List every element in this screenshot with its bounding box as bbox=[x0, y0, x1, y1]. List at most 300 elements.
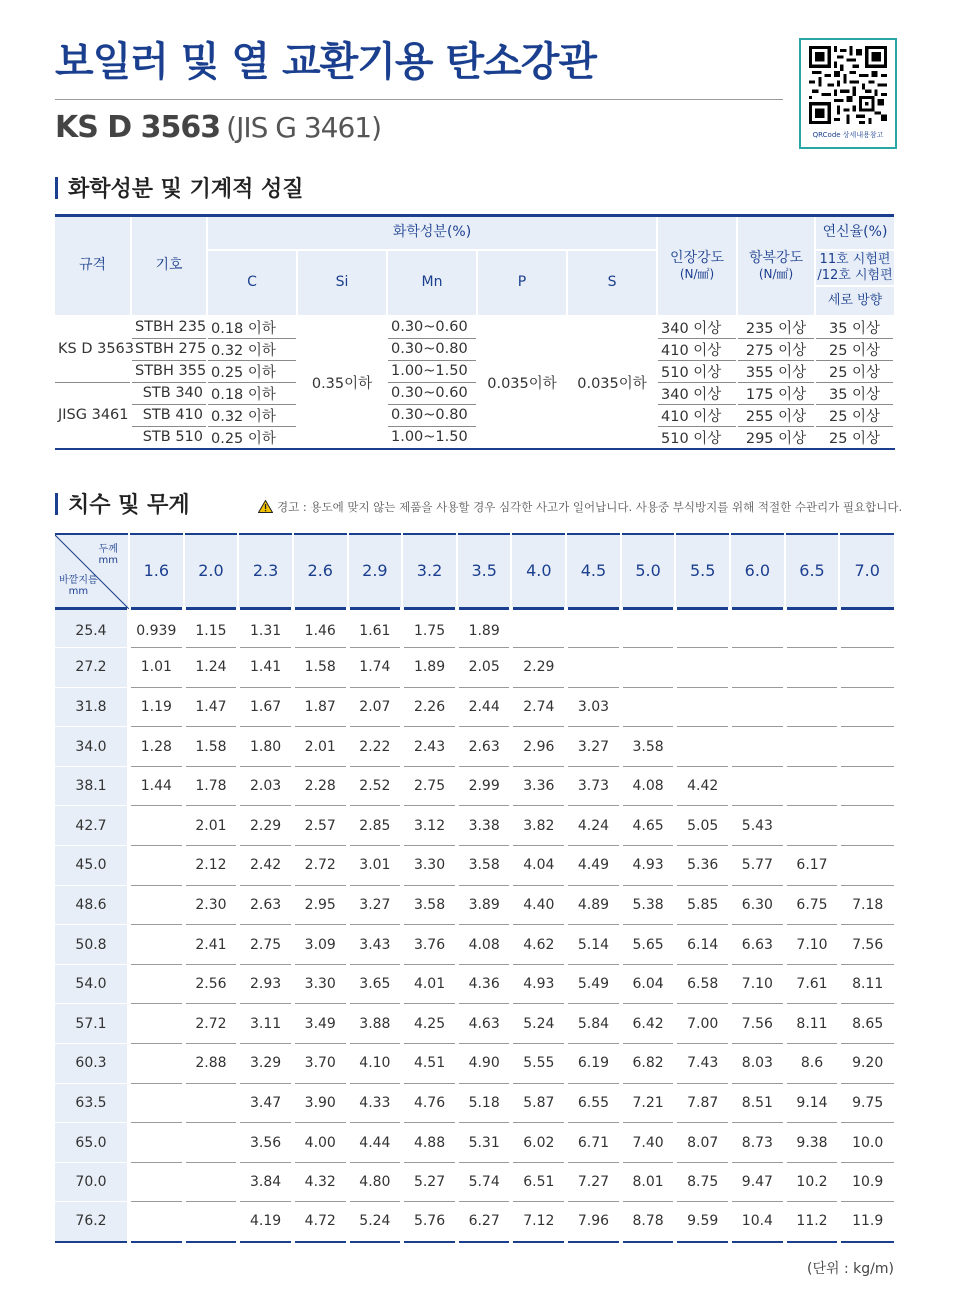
header-elongation: 연신율(%) bbox=[815, 216, 894, 250]
weight-cell: 10.2 bbox=[785, 1162, 840, 1202]
weight-cell bbox=[785, 648, 840, 688]
weight-cell: 2.52 bbox=[348, 766, 403, 806]
thickness-header: 4.0 bbox=[511, 534, 566, 608]
weight-cell: 3.88 bbox=[348, 1004, 403, 1044]
row-yield: 355 이상 bbox=[737, 360, 815, 382]
weight-cell: 4.08 bbox=[621, 766, 676, 806]
outer-diameter-cell: 76.2 bbox=[55, 1202, 129, 1242]
weight-cell bbox=[184, 1162, 239, 1202]
weight-cell: 11.9 bbox=[839, 1202, 894, 1242]
weight-cell: 5.74 bbox=[457, 1162, 512, 1202]
corner-header bbox=[55, 534, 129, 608]
weight-cell: 8.11 bbox=[785, 1004, 840, 1044]
weight-cell: 7.12 bbox=[511, 1202, 566, 1242]
weight-cell: 1.41 bbox=[238, 648, 293, 688]
header-specimen-1: 11호 시험편 bbox=[819, 251, 891, 267]
weight-cell bbox=[129, 1202, 184, 1242]
spec-ks: KS D 3563 bbox=[55, 316, 131, 383]
weight-cell: 3.49 bbox=[293, 1004, 348, 1044]
weight-cell: 9.59 bbox=[675, 1202, 730, 1242]
weight-cell: 3.30 bbox=[402, 846, 457, 886]
table-row bbox=[55, 925, 894, 965]
row-symbol: STBH 355 bbox=[131, 360, 207, 382]
weight-cell: 3.56 bbox=[238, 1123, 293, 1163]
weight-cell: 6.27 bbox=[457, 1202, 512, 1242]
weight-cell: 2.07 bbox=[348, 687, 403, 727]
warning-notice bbox=[258, 499, 903, 515]
table-row bbox=[55, 885, 894, 925]
weight-cell bbox=[129, 806, 184, 846]
table-row bbox=[55, 766, 894, 806]
section-bar bbox=[55, 493, 58, 515]
warning-icon bbox=[258, 500, 273, 513]
weight-cell: 8.75 bbox=[675, 1162, 730, 1202]
weight-cell: 3.11 bbox=[238, 1004, 293, 1044]
header-tensile-label: 인장강도 bbox=[669, 250, 725, 267]
row-c: 0.18 이하 bbox=[207, 316, 297, 339]
table-row bbox=[55, 608, 894, 648]
weight-cell: 7.87 bbox=[675, 1083, 730, 1123]
qr-code-box[interactable] bbox=[799, 38, 897, 149]
weight-cell: 8.78 bbox=[621, 1202, 676, 1242]
weight-cell bbox=[730, 608, 785, 648]
row-elong: 25 이상 bbox=[815, 360, 894, 382]
corner-thickness-label: 두께 bbox=[98, 544, 118, 555]
weight-cell bbox=[675, 727, 730, 767]
dimension-weight-table bbox=[55, 533, 894, 1243]
thickness-header: 2.3 bbox=[238, 534, 293, 608]
weight-cell bbox=[839, 727, 894, 767]
weight-cell bbox=[675, 687, 730, 727]
weight-cell: 2.85 bbox=[348, 806, 403, 846]
weight-cell: 5.05 bbox=[675, 806, 730, 846]
thickness-header: 6.0 bbox=[730, 534, 785, 608]
weight-cell: 7.10 bbox=[730, 964, 785, 1004]
weight-cell: 5.18 bbox=[457, 1083, 512, 1123]
outer-diameter-cell: 25.4 bbox=[55, 608, 129, 648]
weight-cell: 8.51 bbox=[730, 1083, 785, 1123]
row-symbol: STB 510 bbox=[131, 426, 207, 449]
row-mn: 1.00~1.50 bbox=[387, 360, 477, 382]
weight-cell: 1.47 bbox=[184, 687, 239, 727]
weight-cell: 5.27 bbox=[402, 1162, 457, 1202]
weight-cell: 5.65 bbox=[621, 925, 676, 965]
weight-cell: 1.28 bbox=[129, 727, 184, 767]
row-symbol: STBH 235 bbox=[131, 316, 207, 339]
header-s: S bbox=[567, 250, 657, 316]
weight-cell: 2.03 bbox=[238, 766, 293, 806]
header-symbol: 기호 bbox=[131, 216, 207, 316]
weight-cell: 4.76 bbox=[402, 1083, 457, 1123]
weight-cell: 5.36 bbox=[675, 846, 730, 886]
row-tensile: 410 이상 bbox=[657, 404, 737, 426]
weight-cell: 7.18 bbox=[839, 885, 894, 925]
weight-cell: 2.05 bbox=[457, 648, 512, 688]
weight-cell: 5.77 bbox=[730, 846, 785, 886]
corner-od-unit: mm bbox=[68, 585, 89, 597]
thickness-header: 7.0 bbox=[839, 534, 894, 608]
weight-cell: 5.24 bbox=[348, 1202, 403, 1242]
weight-cell: 7.40 bbox=[621, 1123, 676, 1163]
row-yield: 175 이상 bbox=[737, 382, 815, 404]
row-mn: 0.30~0.80 bbox=[387, 338, 477, 360]
weight-cell: 4.40 bbox=[511, 885, 566, 925]
weight-cell: 2.22 bbox=[348, 727, 403, 767]
weight-cell: 2.29 bbox=[238, 806, 293, 846]
weight-cell: 2.72 bbox=[293, 846, 348, 886]
row-c: 0.32 이하 bbox=[207, 338, 297, 360]
row-yield: 275 이상 bbox=[737, 338, 815, 360]
weight-cell: 1.89 bbox=[402, 648, 457, 688]
weight-cell bbox=[730, 648, 785, 688]
warning-text: 경고 : 용도에 맞지 않는 제품을 사용할 경우 심각한 사고가 일어납니다. 사용중 부식방지를 위해 적절한 수관리가 필요합니다. bbox=[277, 500, 903, 514]
weight-cell: 2.57 bbox=[293, 806, 348, 846]
weight-cell: 4.80 bbox=[348, 1162, 403, 1202]
weight-cell: 2.99 bbox=[457, 766, 512, 806]
table-row bbox=[55, 846, 894, 886]
thickness-header: 2.6 bbox=[293, 534, 348, 608]
weight-cell: 6.58 bbox=[675, 964, 730, 1004]
row-c: 0.18 이하 bbox=[207, 382, 297, 404]
weight-cell bbox=[566, 648, 621, 688]
outer-diameter-cell: 57.1 bbox=[55, 1004, 129, 1044]
weight-cell: 7.61 bbox=[785, 964, 840, 1004]
weight-cell: 4.01 bbox=[402, 964, 457, 1004]
weight-cell: 5.43 bbox=[730, 806, 785, 846]
weight-cell: 2.95 bbox=[293, 885, 348, 925]
weight-cell bbox=[621, 687, 676, 727]
outer-diameter-cell: 38.1 bbox=[55, 766, 129, 806]
weight-cell bbox=[184, 1202, 239, 1242]
weight-cell bbox=[839, 648, 894, 688]
thickness-header: 6.5 bbox=[785, 534, 840, 608]
row-c: 0.25 이하 bbox=[207, 426, 297, 449]
weight-cell: 3.30 bbox=[293, 964, 348, 1004]
weight-cell bbox=[511, 608, 566, 648]
weight-cell: 1.58 bbox=[184, 727, 239, 767]
weight-cell bbox=[730, 766, 785, 806]
weight-cell: 9.38 bbox=[785, 1123, 840, 1163]
weight-cell bbox=[675, 648, 730, 688]
thickness-header: 2.0 bbox=[184, 534, 239, 608]
corner-od bbox=[59, 575, 98, 597]
weight-cell: 7.56 bbox=[839, 925, 894, 965]
row-symbol: STB 340 bbox=[131, 382, 207, 404]
qr-label: QRCode 상세내용참고 bbox=[812, 131, 884, 139]
weight-cell: 9.75 bbox=[839, 1083, 894, 1123]
weight-cell: 1.46 bbox=[293, 608, 348, 648]
thickness-header: 4.5 bbox=[566, 534, 621, 608]
weight-cell bbox=[129, 1162, 184, 1202]
outer-diameter-cell: 65.0 bbox=[55, 1123, 129, 1163]
weight-cell: 3.89 bbox=[457, 885, 512, 925]
header-c: C bbox=[207, 250, 297, 316]
weight-cell bbox=[129, 846, 184, 886]
weight-cell bbox=[839, 766, 894, 806]
weight-cell: 8.65 bbox=[839, 1004, 894, 1044]
row-c: 0.25 이하 bbox=[207, 360, 297, 382]
row-yield: 235 이상 bbox=[737, 316, 815, 339]
table-row bbox=[55, 1202, 894, 1242]
weight-cell: 1.44 bbox=[129, 766, 184, 806]
weight-cell bbox=[839, 846, 894, 886]
weight-cell: 9.20 bbox=[839, 1044, 894, 1084]
weight-cell: 1.31 bbox=[238, 608, 293, 648]
weight-cell: 3.38 bbox=[457, 806, 512, 846]
weight-cell: 1.74 bbox=[348, 648, 403, 688]
outer-diameter-cell: 63.5 bbox=[55, 1083, 129, 1123]
weight-cell: 3.01 bbox=[348, 846, 403, 886]
weight-cell: 2.96 bbox=[511, 727, 566, 767]
row-symbol: STBH 275 bbox=[131, 338, 207, 360]
row-tensile: 510 이상 bbox=[657, 426, 737, 449]
outer-diameter-cell: 27.2 bbox=[55, 648, 129, 688]
weight-cell: 6.02 bbox=[511, 1123, 566, 1163]
row-mn: 1.00~1.50 bbox=[387, 426, 477, 449]
weight-cell: 7.21 bbox=[621, 1083, 676, 1123]
standard-main: KS D 3563 bbox=[55, 110, 221, 145]
weight-cell bbox=[129, 1123, 184, 1163]
weight-cell: 2.88 bbox=[184, 1044, 239, 1084]
table-row bbox=[55, 964, 894, 1004]
weight-cell: 3.27 bbox=[566, 727, 621, 767]
weight-cell: 4.00 bbox=[293, 1123, 348, 1163]
table-row bbox=[55, 648, 894, 688]
outer-diameter-cell: 60.3 bbox=[55, 1044, 129, 1084]
section-bar bbox=[55, 177, 58, 199]
weight-cell bbox=[184, 1083, 239, 1123]
weight-cell bbox=[129, 925, 184, 965]
weight-cell: 6.17 bbox=[785, 846, 840, 886]
weight-cell: 6.42 bbox=[621, 1004, 676, 1044]
weight-cell: 7.43 bbox=[675, 1044, 730, 1084]
weight-cell: 7.96 bbox=[566, 1202, 621, 1242]
weight-cell: 1.78 bbox=[184, 766, 239, 806]
table-row bbox=[55, 806, 894, 846]
thickness-header: 5.5 bbox=[675, 534, 730, 608]
weight-cell: 10.9 bbox=[839, 1162, 894, 1202]
row-tensile: 510 이상 bbox=[657, 360, 737, 382]
thickness-header: 2.9 bbox=[348, 534, 403, 608]
weight-cell: 11.2 bbox=[785, 1202, 840, 1242]
weight-cell: 10.0 bbox=[839, 1123, 894, 1163]
header-yield-label: 항복강도 bbox=[748, 250, 804, 267]
weight-cell: 3.29 bbox=[238, 1044, 293, 1084]
weight-cell: 1.67 bbox=[238, 687, 293, 727]
weight-cell: 1.01 bbox=[129, 648, 184, 688]
s-value: 0.035이하 bbox=[567, 316, 657, 449]
weight-cell: 7.10 bbox=[785, 925, 840, 965]
weight-cell: 2.44 bbox=[457, 687, 512, 727]
header-yield-unit: (N/㎟) bbox=[758, 266, 794, 281]
si-value: 0.35이하 bbox=[297, 316, 387, 449]
weight-cell: 6.63 bbox=[730, 925, 785, 965]
weight-cell bbox=[785, 687, 840, 727]
weight-cell: 4.08 bbox=[457, 925, 512, 965]
weight-cell: 1.58 bbox=[293, 648, 348, 688]
weight-cell: 10.4 bbox=[730, 1202, 785, 1242]
weight-cell: 6.19 bbox=[566, 1044, 621, 1084]
row-mn: 0.30~0.60 bbox=[387, 316, 477, 339]
weight-cell: 3.36 bbox=[511, 766, 566, 806]
weight-cell bbox=[785, 766, 840, 806]
section-chemical-title bbox=[55, 172, 304, 203]
p-value: 0.035이하 bbox=[477, 316, 567, 449]
weight-cell: 5.31 bbox=[457, 1123, 512, 1163]
weight-cell: 6.75 bbox=[785, 885, 840, 925]
header-specimen bbox=[815, 250, 894, 286]
weight-cell: 4.44 bbox=[348, 1123, 403, 1163]
weight-cell: 3.65 bbox=[348, 964, 403, 1004]
qr-code-icon bbox=[809, 46, 887, 124]
weight-cell: 6.30 bbox=[730, 885, 785, 925]
weight-cell: 3.82 bbox=[511, 806, 566, 846]
weight-cell bbox=[730, 727, 785, 767]
weight-cell bbox=[129, 885, 184, 925]
weight-cell: 3.73 bbox=[566, 766, 621, 806]
table-row bbox=[55, 1123, 894, 1163]
weight-cell: 2.26 bbox=[402, 687, 457, 727]
weight-cell bbox=[621, 608, 676, 648]
weight-cell bbox=[129, 1044, 184, 1084]
row-elong: 25 이상 bbox=[815, 338, 894, 360]
unit-note: (단위 : kg/m) bbox=[807, 1261, 894, 1277]
weight-cell: 5.49 bbox=[566, 964, 621, 1004]
header-spec: 규격 bbox=[55, 216, 131, 316]
weight-cell: 3.58 bbox=[621, 727, 676, 767]
weight-cell: 3.90 bbox=[293, 1083, 348, 1123]
weight-cell: 4.49 bbox=[566, 846, 621, 886]
weight-cell: 1.19 bbox=[129, 687, 184, 727]
outer-diameter-cell: 48.6 bbox=[55, 885, 129, 925]
weight-cell: 2.43 bbox=[402, 727, 457, 767]
thickness-header: 3.5 bbox=[457, 534, 512, 608]
row-tensile: 410 이상 bbox=[657, 338, 737, 360]
outer-diameter-cell: 50.8 bbox=[55, 925, 129, 965]
header-mn: Mn bbox=[387, 250, 477, 316]
header-si: Si bbox=[297, 250, 387, 316]
header-tensile bbox=[657, 216, 737, 316]
row-mn: 0.30~0.60 bbox=[387, 382, 477, 404]
page-title: 보일러 및 열 교환기용 탄소강관 bbox=[55, 39, 597, 85]
table-row bbox=[55, 1162, 894, 1202]
section-dimension-title-text: 치수 및 무게 bbox=[68, 493, 190, 518]
weight-cell: 4.62 bbox=[511, 925, 566, 965]
weight-cell: 2.01 bbox=[293, 727, 348, 767]
weight-cell: 9.47 bbox=[730, 1162, 785, 1202]
header-chemical: 화학성분(%) bbox=[207, 216, 657, 250]
row-tensile: 340 이상 bbox=[657, 316, 737, 339]
spec-jis: JISG 3461 bbox=[55, 382, 131, 449]
weight-cell: 4.90 bbox=[457, 1044, 512, 1084]
weight-cell: 4.25 bbox=[402, 1004, 457, 1044]
weight-cell: 4.19 bbox=[238, 1202, 293, 1242]
table-row bbox=[55, 1004, 894, 1044]
weight-cell: 5.84 bbox=[566, 1004, 621, 1044]
weight-cell bbox=[839, 608, 894, 648]
weight-cell: 2.63 bbox=[457, 727, 512, 767]
weight-cell: 3.09 bbox=[293, 925, 348, 965]
corner-od-label: 바깥지름 bbox=[59, 574, 98, 586]
header-specimen-2: /12호 시험편 bbox=[817, 267, 893, 283]
header-yield bbox=[737, 216, 815, 316]
weight-cell: 6.14 bbox=[675, 925, 730, 965]
weight-cell: 1.89 bbox=[457, 608, 512, 648]
weight-cell: 2.28 bbox=[293, 766, 348, 806]
thickness-header: 5.0 bbox=[621, 534, 676, 608]
title-divider bbox=[55, 99, 783, 100]
section-dimension-title bbox=[55, 488, 190, 519]
outer-diameter-cell: 70.0 bbox=[55, 1162, 129, 1202]
row-tensile: 340 이상 bbox=[657, 382, 737, 404]
weight-cell bbox=[785, 727, 840, 767]
outer-diameter-cell: 45.0 bbox=[55, 846, 129, 886]
weight-cell: 5.24 bbox=[511, 1004, 566, 1044]
weight-cell: 3.03 bbox=[566, 687, 621, 727]
weight-cell: 3.58 bbox=[457, 846, 512, 886]
weight-cell: 8.07 bbox=[675, 1123, 730, 1163]
outer-diameter-cell: 31.8 bbox=[55, 687, 129, 727]
weight-cell bbox=[184, 1123, 239, 1163]
weight-cell: 7.00 bbox=[675, 1004, 730, 1044]
weight-cell: 5.55 bbox=[511, 1044, 566, 1084]
row-yield: 255 이상 bbox=[737, 404, 815, 426]
weight-cell: 4.93 bbox=[621, 846, 676, 886]
weight-cell: 6.04 bbox=[621, 964, 676, 1004]
outer-diameter-cell: 42.7 bbox=[55, 806, 129, 846]
weight-cell: 1.87 bbox=[293, 687, 348, 727]
weight-cell: 4.93 bbox=[511, 964, 566, 1004]
weight-cell: 4.33 bbox=[348, 1083, 403, 1123]
weight-cell bbox=[839, 806, 894, 846]
weight-cell: 4.72 bbox=[293, 1202, 348, 1242]
weight-cell bbox=[129, 1004, 184, 1044]
weight-cell: 4.89 bbox=[566, 885, 621, 925]
row-c: 0.32 이하 bbox=[207, 404, 297, 426]
weight-cell: 2.29 bbox=[511, 648, 566, 688]
weight-cell: 4.88 bbox=[402, 1123, 457, 1163]
section-chemical-title-text: 화학성분 및 기계적 성질 bbox=[68, 177, 304, 202]
weight-cell bbox=[129, 964, 184, 1004]
corner-thickness-unit: mm bbox=[98, 555, 118, 566]
weight-cell: 3.27 bbox=[348, 885, 403, 925]
weight-cell: 4.32 bbox=[293, 1162, 348, 1202]
weight-cell: 7.56 bbox=[730, 1004, 785, 1044]
weight-cell: 3.43 bbox=[348, 925, 403, 965]
corner-thickness bbox=[99, 544, 118, 566]
weight-cell: 5.38 bbox=[621, 885, 676, 925]
weight-cell: 2.42 bbox=[238, 846, 293, 886]
weight-cell: 6.51 bbox=[511, 1162, 566, 1202]
weight-cell bbox=[785, 608, 840, 648]
table-row bbox=[55, 1083, 894, 1123]
weight-cell bbox=[621, 648, 676, 688]
weight-cell bbox=[129, 1083, 184, 1123]
weight-cell: 2.74 bbox=[511, 687, 566, 727]
weight-cell: 2.41 bbox=[184, 925, 239, 965]
weight-cell: 3.76 bbox=[402, 925, 457, 965]
weight-cell: 5.87 bbox=[511, 1083, 566, 1123]
weight-cell: 2.01 bbox=[184, 806, 239, 846]
header-direction: 세로 방향 bbox=[815, 286, 894, 316]
row-elong: 35 이상 bbox=[815, 382, 894, 404]
header-tensile-unit: (N/㎟) bbox=[679, 266, 715, 281]
weight-cell: 2.75 bbox=[238, 925, 293, 965]
standard-sub: (JIS G 3461) bbox=[226, 111, 382, 144]
weight-cell: 2.72 bbox=[184, 1004, 239, 1044]
weight-cell: 5.76 bbox=[402, 1202, 457, 1242]
weight-cell: 8.01 bbox=[621, 1162, 676, 1202]
